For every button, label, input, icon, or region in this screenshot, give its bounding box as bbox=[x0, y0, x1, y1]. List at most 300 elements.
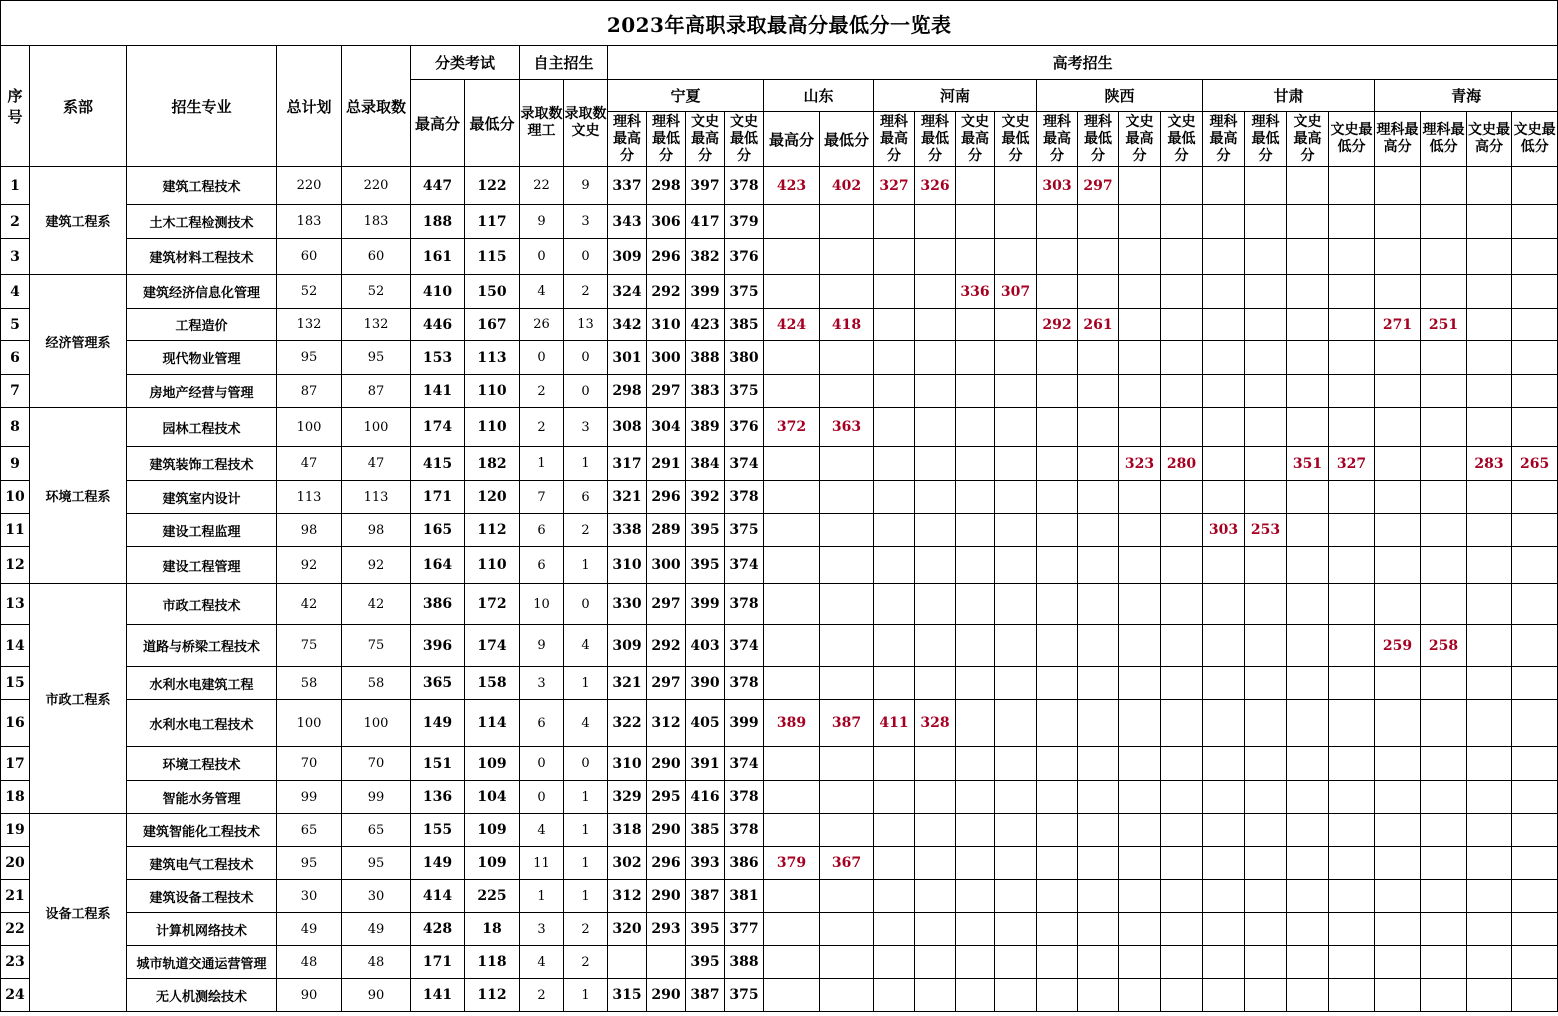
seq-cell: 5 bbox=[1, 309, 30, 341]
class-max-cell: 446 bbox=[411, 309, 465, 341]
gansu-score-cell bbox=[1329, 880, 1375, 913]
major-cell: 计算机网络技术 bbox=[127, 913, 277, 946]
ningxia-score-cell: 388 bbox=[725, 946, 764, 979]
shaanxi-score-cell bbox=[1037, 781, 1078, 814]
shandong-score-cell bbox=[820, 946, 874, 979]
table-row bbox=[1, 700, 1558, 747]
shaanxi-score-cell bbox=[1119, 239, 1161, 275]
henan-score-cell bbox=[915, 625, 956, 667]
header-province-gansu: 甘肃 bbox=[1203, 80, 1375, 112]
qinghai-score-cell bbox=[1512, 700, 1558, 747]
henan-score-cell bbox=[874, 408, 915, 447]
qinghai-score-cell bbox=[1512, 946, 1558, 979]
qinghai-score-cell bbox=[1467, 205, 1512, 239]
ningxia-score-cell: 297 bbox=[647, 375, 686, 408]
henan-score-cell bbox=[874, 625, 915, 667]
self-arts-cell: 1 bbox=[564, 847, 608, 880]
shaanxi-score-cell bbox=[1119, 880, 1161, 913]
table-title: 2023年高职录取最高分最低分一览表 bbox=[1, 1, 1558, 46]
gansu-score-cell bbox=[1203, 747, 1245, 781]
self-sci-cell: 9 bbox=[520, 625, 564, 667]
class-max-cell: 447 bbox=[411, 167, 465, 205]
henan-score-cell bbox=[874, 341, 915, 375]
header-province-henan: 河南 bbox=[874, 80, 1037, 112]
seq-cell: 7 bbox=[1, 375, 30, 408]
qinghai-score-cell bbox=[1421, 547, 1467, 584]
class-min-cell: 110 bbox=[465, 547, 520, 584]
shandong-score-cell bbox=[764, 375, 820, 408]
self-arts-cell: 4 bbox=[564, 625, 608, 667]
self-sci-cell: 4 bbox=[520, 814, 564, 847]
henan-score-cell bbox=[874, 584, 915, 625]
seq-cell: 13 bbox=[1, 584, 30, 625]
henan-score-cell bbox=[995, 547, 1037, 584]
ningxia-score-cell: 395 bbox=[686, 514, 725, 547]
gansu-score-cell bbox=[1329, 946, 1375, 979]
class-min-cell: 182 bbox=[465, 447, 520, 481]
subheader-sub-arts-max: 文史最高分 bbox=[1467, 112, 1512, 167]
self-sci-cell: 10 bbox=[520, 584, 564, 625]
ningxia-score-cell: 329 bbox=[608, 781, 647, 814]
shaanxi-score-cell bbox=[1037, 667, 1078, 700]
ningxia-score-cell: 298 bbox=[647, 167, 686, 205]
shaanxi-score-cell bbox=[1037, 447, 1078, 481]
shandong-score-cell: 379 bbox=[764, 847, 820, 880]
qinghai-score-cell bbox=[1421, 375, 1467, 408]
shandong-score-cell: 387 bbox=[820, 700, 874, 747]
subheader-sub-arts-min: 文史最低分 bbox=[725, 112, 764, 167]
table-row bbox=[1, 167, 1558, 205]
qinghai-score-cell bbox=[1512, 781, 1558, 814]
table-row bbox=[1, 667, 1558, 700]
gansu-score-cell bbox=[1287, 167, 1329, 205]
total-admitted-cell: 220 bbox=[342, 167, 411, 205]
henan-score-cell bbox=[956, 239, 995, 275]
shandong-score-cell bbox=[820, 205, 874, 239]
ningxia-score-cell bbox=[647, 946, 686, 979]
shandong-score-cell bbox=[820, 341, 874, 375]
class-max-cell: 171 bbox=[411, 481, 465, 514]
henan-score-cell bbox=[956, 814, 995, 847]
shaanxi-score-cell bbox=[1078, 514, 1119, 547]
qinghai-score-cell bbox=[1421, 747, 1467, 781]
shaanxi-score-cell bbox=[1078, 375, 1119, 408]
gansu-score-cell bbox=[1203, 205, 1245, 239]
shandong-score-cell bbox=[820, 667, 874, 700]
total-admitted-cell: 99 bbox=[342, 781, 411, 814]
henan-score-cell bbox=[956, 547, 995, 584]
total-plan-cell: 100 bbox=[277, 700, 342, 747]
total-plan-cell: 132 bbox=[277, 309, 342, 341]
ningxia-score-cell: 310 bbox=[647, 309, 686, 341]
qinghai-score-cell bbox=[1375, 547, 1421, 584]
total-plan-cell: 183 bbox=[277, 205, 342, 239]
total-plan-cell: 75 bbox=[277, 625, 342, 667]
ningxia-score-cell: 378 bbox=[725, 167, 764, 205]
henan-score-cell bbox=[915, 847, 956, 880]
shaanxi-score-cell bbox=[1119, 408, 1161, 447]
qinghai-score-cell bbox=[1467, 913, 1512, 946]
class-min-cell: 120 bbox=[465, 481, 520, 514]
major-cell: 建设工程管理 bbox=[127, 547, 277, 584]
gansu-score-cell bbox=[1203, 275, 1245, 309]
class-max-cell: 428 bbox=[411, 913, 465, 946]
total-plan-cell: 220 bbox=[277, 167, 342, 205]
gansu-score-cell bbox=[1203, 239, 1245, 275]
gansu-score-cell: 351 bbox=[1287, 447, 1329, 481]
henan-score-cell bbox=[995, 700, 1037, 747]
shandong-score-cell bbox=[764, 913, 820, 946]
qinghai-score-cell bbox=[1421, 205, 1467, 239]
seq-cell: 24 bbox=[1, 979, 30, 1012]
ningxia-score-cell: 343 bbox=[608, 205, 647, 239]
seq-cell: 21 bbox=[1, 880, 30, 913]
class-max-cell: 171 bbox=[411, 946, 465, 979]
shaanxi-score-cell bbox=[1161, 584, 1203, 625]
seq-cell: 1 bbox=[1, 167, 30, 205]
gansu-score-cell bbox=[1287, 275, 1329, 309]
ningxia-score-cell: 315 bbox=[608, 979, 647, 1012]
qinghai-score-cell bbox=[1467, 946, 1512, 979]
gansu-score-cell bbox=[1203, 625, 1245, 667]
shaanxi-score-cell: 303 bbox=[1037, 167, 1078, 205]
class-min-cell: 18 bbox=[465, 913, 520, 946]
qinghai-score-cell bbox=[1512, 847, 1558, 880]
qinghai-score-cell bbox=[1467, 979, 1512, 1012]
shaanxi-score-cell bbox=[1161, 625, 1203, 667]
shandong-score-cell bbox=[764, 625, 820, 667]
major-cell: 道路与桥梁工程技术 bbox=[127, 625, 277, 667]
gansu-score-cell bbox=[1329, 584, 1375, 625]
gansu-score-cell bbox=[1329, 275, 1375, 309]
henan-score-cell bbox=[995, 481, 1037, 514]
class-max-cell: 174 bbox=[411, 408, 465, 447]
qinghai-score-cell bbox=[1467, 781, 1512, 814]
gansu-score-cell bbox=[1329, 781, 1375, 814]
qinghai-score-cell bbox=[1375, 375, 1421, 408]
qinghai-score-cell bbox=[1467, 239, 1512, 275]
class-max-cell: 188 bbox=[411, 205, 465, 239]
henan-score-cell bbox=[874, 309, 915, 341]
class-min-cell: 114 bbox=[465, 700, 520, 747]
subheader-sub-arts-max: 文史最高分 bbox=[956, 112, 995, 167]
qinghai-score-cell bbox=[1421, 913, 1467, 946]
shaanxi-score-cell bbox=[1161, 781, 1203, 814]
shaanxi-score-cell bbox=[1037, 847, 1078, 880]
henan-score-cell bbox=[915, 309, 956, 341]
gansu-score-cell bbox=[1287, 341, 1329, 375]
shandong-score-cell bbox=[820, 979, 874, 1012]
shandong-score-cell bbox=[820, 814, 874, 847]
header-province-shandong: 山东 bbox=[764, 80, 874, 112]
ningxia-score-cell: 403 bbox=[686, 625, 725, 667]
henan-score-cell bbox=[956, 309, 995, 341]
major-cell: 智能水务管理 bbox=[127, 781, 277, 814]
seq-cell: 12 bbox=[1, 547, 30, 584]
shaanxi-score-cell bbox=[1161, 514, 1203, 547]
class-max-cell: 141 bbox=[411, 979, 465, 1012]
shandong-score-cell: 424 bbox=[764, 309, 820, 341]
major-cell: 房地产经营与管理 bbox=[127, 375, 277, 408]
shandong-score-cell bbox=[764, 447, 820, 481]
gansu-score-cell bbox=[1287, 375, 1329, 408]
ningxia-score-cell: 338 bbox=[608, 514, 647, 547]
gansu-score-cell bbox=[1329, 700, 1375, 747]
gansu-score-cell bbox=[1203, 814, 1245, 847]
class-min-cell: 109 bbox=[465, 814, 520, 847]
gansu-score-cell bbox=[1245, 309, 1287, 341]
total-plan-cell: 52 bbox=[277, 275, 342, 309]
qinghai-score-cell bbox=[1375, 913, 1421, 946]
ningxia-score-cell: 387 bbox=[686, 880, 725, 913]
table-row bbox=[1, 239, 1558, 275]
shaanxi-score-cell bbox=[1161, 481, 1203, 514]
ningxia-score-cell: 324 bbox=[608, 275, 647, 309]
self-arts-cell: 6 bbox=[564, 481, 608, 514]
seq-cell: 10 bbox=[1, 481, 30, 514]
seq-cell: 19 bbox=[1, 814, 30, 847]
gansu-score-cell bbox=[1329, 747, 1375, 781]
header-province-shaanxi: 陕西 bbox=[1037, 80, 1203, 112]
seq-cell: 23 bbox=[1, 946, 30, 979]
subheader-sub-arts-min: 文史最低分 bbox=[1512, 112, 1558, 167]
gansu-score-cell bbox=[1245, 946, 1287, 979]
henan-score-cell bbox=[915, 584, 956, 625]
ningxia-score-cell: 309 bbox=[608, 625, 647, 667]
henan-score-cell: 328 bbox=[915, 700, 956, 747]
ningxia-score-cell: 374 bbox=[725, 747, 764, 781]
shandong-score-cell bbox=[820, 275, 874, 309]
henan-score-cell bbox=[874, 275, 915, 309]
qinghai-score-cell bbox=[1421, 481, 1467, 514]
gansu-score-cell bbox=[1203, 309, 1245, 341]
qinghai-score-cell bbox=[1512, 913, 1558, 946]
shaanxi-score-cell bbox=[1078, 205, 1119, 239]
shandong-score-cell bbox=[820, 747, 874, 781]
ningxia-score-cell: 417 bbox=[686, 205, 725, 239]
shaanxi-score-cell bbox=[1119, 375, 1161, 408]
henan-score-cell bbox=[915, 880, 956, 913]
ningxia-score-cell: 290 bbox=[647, 814, 686, 847]
ningxia-score-cell: 320 bbox=[608, 913, 647, 946]
major-cell: 工程造价 bbox=[127, 309, 277, 341]
qinghai-score-cell bbox=[1467, 814, 1512, 847]
self-arts-cell: 1 bbox=[564, 547, 608, 584]
shaanxi-score-cell bbox=[1078, 447, 1119, 481]
self-arts-cell: 0 bbox=[564, 584, 608, 625]
shaanxi-score-cell bbox=[1161, 375, 1203, 408]
henan-score-cell bbox=[874, 481, 915, 514]
henan-score-cell bbox=[915, 547, 956, 584]
henan-score-cell bbox=[956, 913, 995, 946]
self-arts-cell: 0 bbox=[564, 375, 608, 408]
shaanxi-score-cell bbox=[1037, 946, 1078, 979]
table-row bbox=[1, 747, 1558, 781]
shaanxi-score-cell bbox=[1037, 275, 1078, 309]
ningxia-score-cell: 296 bbox=[647, 481, 686, 514]
shaanxi-score-cell bbox=[1161, 913, 1203, 946]
ningxia-score-cell: 385 bbox=[686, 814, 725, 847]
qinghai-score-cell bbox=[1467, 375, 1512, 408]
ningxia-score-cell: 378 bbox=[725, 667, 764, 700]
qinghai-score-cell bbox=[1512, 880, 1558, 913]
gansu-score-cell bbox=[1329, 481, 1375, 514]
gansu-score-cell bbox=[1245, 880, 1287, 913]
class-max-cell: 386 bbox=[411, 584, 465, 625]
self-arts-cell: 0 bbox=[564, 341, 608, 375]
qinghai-score-cell bbox=[1512, 481, 1558, 514]
qinghai-score-cell bbox=[1512, 239, 1558, 275]
henan-score-cell bbox=[995, 514, 1037, 547]
qinghai-score-cell bbox=[1421, 781, 1467, 814]
total-admitted-cell: 60 bbox=[342, 239, 411, 275]
ningxia-score-cell: 312 bbox=[608, 880, 647, 913]
ningxia-score-cell: 375 bbox=[725, 375, 764, 408]
henan-score-cell bbox=[915, 239, 956, 275]
major-cell: 建筑室内设计 bbox=[127, 481, 277, 514]
total-admitted-cell: 47 bbox=[342, 447, 411, 481]
table-row bbox=[1, 880, 1558, 913]
self-arts-cell: 9 bbox=[564, 167, 608, 205]
shandong-score-cell: 423 bbox=[764, 167, 820, 205]
shaanxi-score-cell bbox=[1078, 880, 1119, 913]
shaanxi-score-cell bbox=[1161, 167, 1203, 205]
subheader-sub-sci-min: 理科最低分 bbox=[1078, 112, 1119, 167]
henan-score-cell bbox=[995, 667, 1037, 700]
qinghai-score-cell bbox=[1512, 625, 1558, 667]
qinghai-score-cell bbox=[1375, 584, 1421, 625]
henan-score-cell bbox=[995, 447, 1037, 481]
total-plan-cell: 30 bbox=[277, 880, 342, 913]
ningxia-score-cell: 321 bbox=[608, 481, 647, 514]
qinghai-score-cell bbox=[1421, 275, 1467, 309]
gansu-score-cell bbox=[1203, 781, 1245, 814]
shaanxi-score-cell bbox=[1119, 205, 1161, 239]
ningxia-score-cell: 395 bbox=[686, 946, 725, 979]
henan-score-cell bbox=[995, 584, 1037, 625]
shaanxi-score-cell bbox=[1161, 275, 1203, 309]
shaanxi-score-cell bbox=[1078, 625, 1119, 667]
henan-score-cell bbox=[956, 341, 995, 375]
gansu-score-cell bbox=[1245, 700, 1287, 747]
shaanxi-score-cell bbox=[1037, 880, 1078, 913]
shaanxi-score-cell bbox=[1119, 946, 1161, 979]
qinghai-score-cell bbox=[1375, 667, 1421, 700]
shaanxi-score-cell: 297 bbox=[1078, 167, 1119, 205]
henan-score-cell bbox=[956, 747, 995, 781]
gansu-score-cell bbox=[1245, 625, 1287, 667]
ningxia-score-cell: 295 bbox=[647, 781, 686, 814]
seq-cell: 8 bbox=[1, 408, 30, 447]
qinghai-score-cell bbox=[1512, 167, 1558, 205]
gansu-score-cell bbox=[1245, 814, 1287, 847]
ningxia-score-cell: 385 bbox=[725, 309, 764, 341]
gansu-score-cell bbox=[1203, 481, 1245, 514]
table-row bbox=[1, 781, 1558, 814]
qinghai-score-cell bbox=[1375, 847, 1421, 880]
henan-score-cell bbox=[956, 625, 995, 667]
self-sci-cell: 0 bbox=[520, 341, 564, 375]
class-min-cell: 150 bbox=[465, 275, 520, 309]
self-sci-cell: 11 bbox=[520, 847, 564, 880]
class-max-cell: 161 bbox=[411, 239, 465, 275]
self-sci-cell: 3 bbox=[520, 667, 564, 700]
gansu-score-cell bbox=[1329, 847, 1375, 880]
dept-cell: 环境工程系 bbox=[30, 408, 127, 584]
ningxia-score-cell: 309 bbox=[608, 239, 647, 275]
henan-score-cell bbox=[956, 667, 995, 700]
class-max-cell: 153 bbox=[411, 341, 465, 375]
class-max-cell: 396 bbox=[411, 625, 465, 667]
qinghai-score-cell bbox=[1512, 408, 1558, 447]
shaanxi-score-cell bbox=[1037, 547, 1078, 584]
subheader-sub-min: 最低分 bbox=[820, 112, 874, 167]
total-admitted-cell: 42 bbox=[342, 584, 411, 625]
henan-score-cell bbox=[874, 747, 915, 781]
major-cell: 园林工程技术 bbox=[127, 408, 277, 447]
gansu-score-cell bbox=[1287, 946, 1329, 979]
major-cell: 市政工程技术 bbox=[127, 584, 277, 625]
class-min-cell: 172 bbox=[465, 584, 520, 625]
header-class-exam: 分类考试 bbox=[411, 46, 520, 80]
ningxia-score-cell: 378 bbox=[725, 584, 764, 625]
qinghai-score-cell bbox=[1512, 309, 1558, 341]
self-arts-cell: 0 bbox=[564, 747, 608, 781]
qinghai-score-cell bbox=[1421, 814, 1467, 847]
ningxia-score-cell: 297 bbox=[647, 584, 686, 625]
subheader-sub-arts-min: 文史最低分 bbox=[995, 112, 1037, 167]
ningxia-score-cell: 374 bbox=[725, 447, 764, 481]
table-row bbox=[1, 979, 1558, 1012]
henan-score-cell bbox=[915, 375, 956, 408]
total-admitted-cell: 92 bbox=[342, 547, 411, 584]
table-row bbox=[1, 408, 1558, 447]
gansu-score-cell bbox=[1329, 239, 1375, 275]
henan-score-cell bbox=[874, 447, 915, 481]
shandong-score-cell: 402 bbox=[820, 167, 874, 205]
qinghai-score-cell: 259 bbox=[1375, 625, 1421, 667]
shaanxi-score-cell bbox=[1037, 700, 1078, 747]
qinghai-score-cell bbox=[1467, 700, 1512, 747]
gansu-score-cell bbox=[1245, 584, 1287, 625]
self-sci-cell: 1 bbox=[520, 447, 564, 481]
table-row bbox=[1, 847, 1558, 880]
header-class-min: 最低分 bbox=[465, 80, 520, 167]
shaanxi-score-cell bbox=[1078, 341, 1119, 375]
shandong-score-cell bbox=[764, 341, 820, 375]
gansu-score-cell bbox=[1245, 979, 1287, 1012]
total-plan-cell: 49 bbox=[277, 913, 342, 946]
class-min-cell: 110 bbox=[465, 408, 520, 447]
self-sci-cell: 9 bbox=[520, 205, 564, 239]
qinghai-score-cell bbox=[1375, 946, 1421, 979]
gansu-score-cell bbox=[1203, 700, 1245, 747]
qinghai-score-cell bbox=[1375, 481, 1421, 514]
shandong-score-cell bbox=[820, 880, 874, 913]
total-admitted-cell: 132 bbox=[342, 309, 411, 341]
ningxia-score-cell: 389 bbox=[686, 408, 725, 447]
table-row bbox=[1, 275, 1558, 309]
henan-score-cell bbox=[995, 880, 1037, 913]
gansu-score-cell bbox=[1245, 481, 1287, 514]
qinghai-score-cell bbox=[1467, 341, 1512, 375]
subheader-sub-sci-max: 理科最高分 bbox=[1037, 112, 1078, 167]
shaanxi-score-cell bbox=[1078, 239, 1119, 275]
henan-score-cell bbox=[956, 514, 995, 547]
henan-score-cell bbox=[874, 547, 915, 584]
gansu-score-cell bbox=[1329, 979, 1375, 1012]
ningxia-score-cell: 416 bbox=[686, 781, 725, 814]
